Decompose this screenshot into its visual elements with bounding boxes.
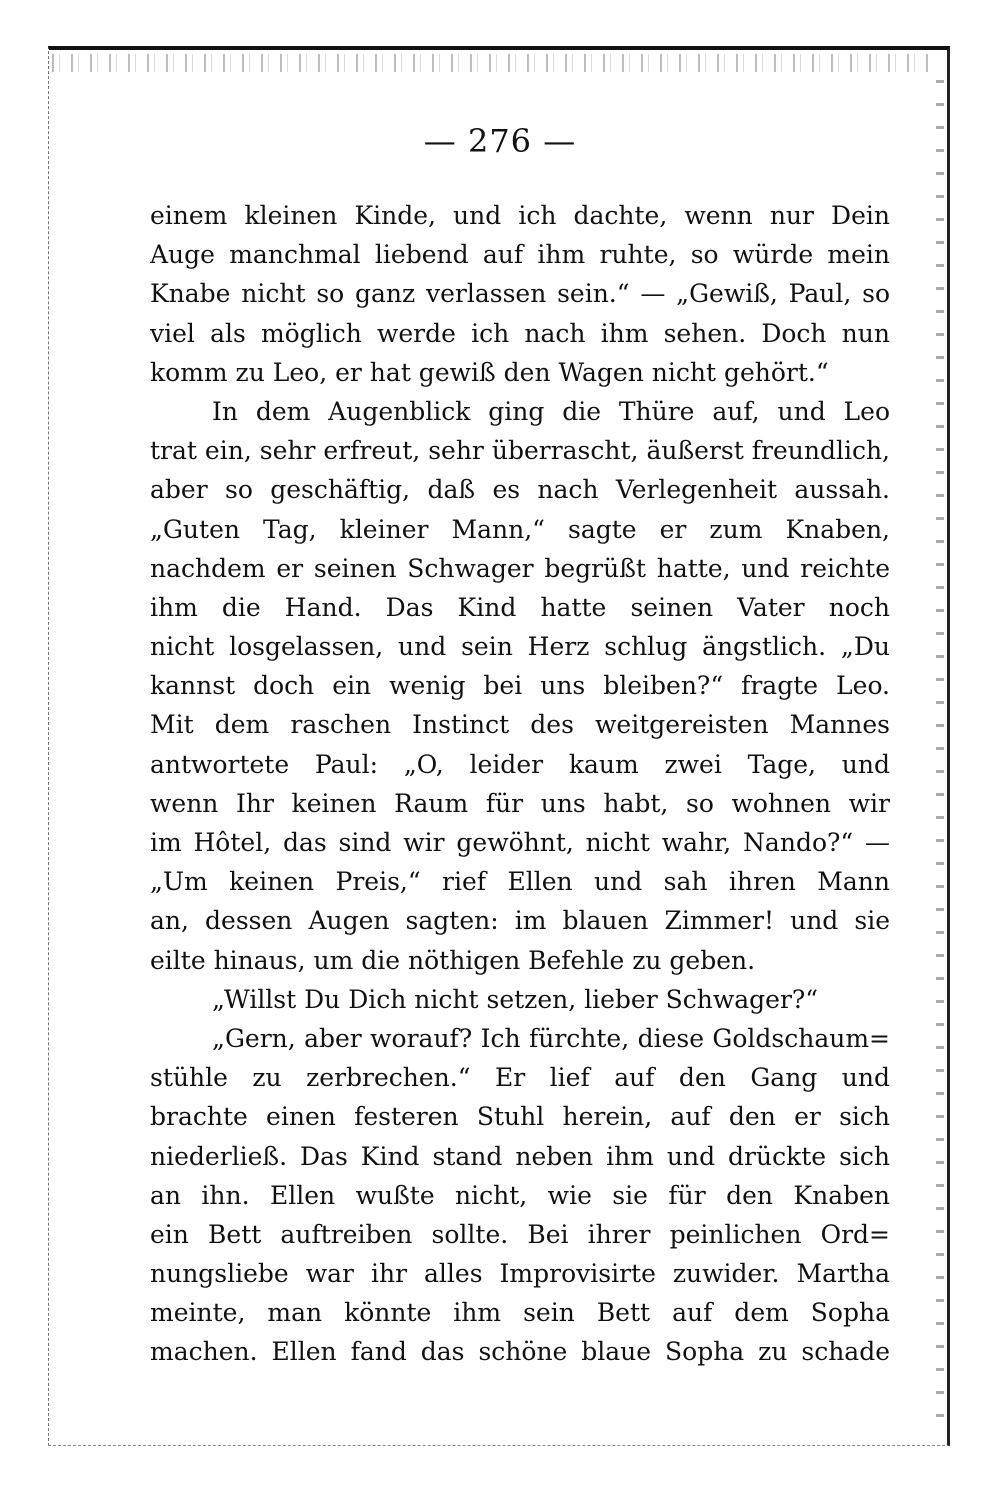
text-line: eilte hinaus, um die nöthigen Befehle zu geben. xyxy=(150,945,756,975)
text-line: trat ein, sehr erfreut, sehr überrascht, äußerst freundlich, xyxy=(150,436,890,466)
text-line: einem kleinen Kinde, und ich dachte, wenn nur Dein xyxy=(150,201,890,230)
text-line: kannst doch ein wenig bei uns bleiben?“ fragte Leo. xyxy=(150,671,890,701)
text-line: nungsliebe war ihr alles Improvisirte zuwider. Martha xyxy=(150,1259,890,1289)
text-line: niederließ. Das Kind stand neben ihm und drückte sich xyxy=(150,1141,890,1171)
text-line: In dem Augenblick ging die Thüre auf, und Leo xyxy=(212,396,890,426)
text-line: Auge manchmal liebend auf ihm ruhte, so würde mein xyxy=(150,240,890,270)
text-line: brachte einen festeren Stuhl herein, auf den er sich xyxy=(150,1102,890,1132)
text-line: „Willst Du Dich nicht setzen, lieber Schwager?“ xyxy=(212,984,819,1014)
text-line: ein Bett auftreiben sollte. Bei ihrer peinlichen Ord= xyxy=(150,1219,890,1249)
text-line: an, dessen Augen sagten: im blauen Zimmer! und sie xyxy=(150,906,890,936)
scan-noise-top xyxy=(52,54,932,72)
text-line: antwortete Paul: „O, leider kaum zwei Tage, und xyxy=(150,749,890,779)
text-line: meinte, man könnte ihm sein Bett auf dem Sopha xyxy=(150,1298,890,1328)
text-line: Knabe nicht so ganz verlassen sein.“ — „Gewiß, Paul, so xyxy=(150,279,890,309)
text-line: machen. Ellen fand das schöne blaue Sopha zu schade xyxy=(150,1337,890,1367)
text-line: stühle zu zerbrechen.“ Er lief auf den Gang und xyxy=(150,1063,890,1093)
text-line: „Um keinen Preis,“ rief Ellen und sah ihren Mann xyxy=(150,867,890,897)
text-line: „Guten Tag, kleiner Mann,“ sagte er zum Knaben, xyxy=(150,514,890,544)
text-line: nicht losgelassen, und sein Herz schlug ängstlich. „Du xyxy=(150,632,890,662)
text-line: wenn Ihr keinen Raum für uns habt, so wohnen wir xyxy=(150,788,890,818)
body-text xyxy=(150,196,890,1372)
text-line: komm zu Leo, er hat gewiß den Wagen nicht gehört.“ xyxy=(150,357,829,387)
text-line: nachdem er seinen Schwager begrüßt hatte, und reichte xyxy=(150,553,890,583)
text-line: an ihn. Ellen wußte nicht, wie sie für den Knaben xyxy=(150,1180,890,1210)
page-number: — 276 — xyxy=(423,122,577,160)
text-line: Mit dem raschen Instinct des weitgereisten Mannes xyxy=(150,710,890,740)
scan-noise-right xyxy=(936,80,944,1420)
text-line: „Gern, aber worauf? Ich fürchte, diese Goldschaum= xyxy=(212,1023,890,1053)
text-line: viel als möglich werde ich nach ihm sehen. Doch nun xyxy=(150,318,890,348)
text-line: ihm die Hand. Das Kind hatte seinen Vater noch xyxy=(150,592,890,622)
text-line: im Hôtel, das sind wir gewöhnt, nicht wahr, Nando?“ — xyxy=(150,828,890,857)
text-line: aber so geschäftig, daß es nach Verlegenheit aussah. xyxy=(150,475,890,505)
